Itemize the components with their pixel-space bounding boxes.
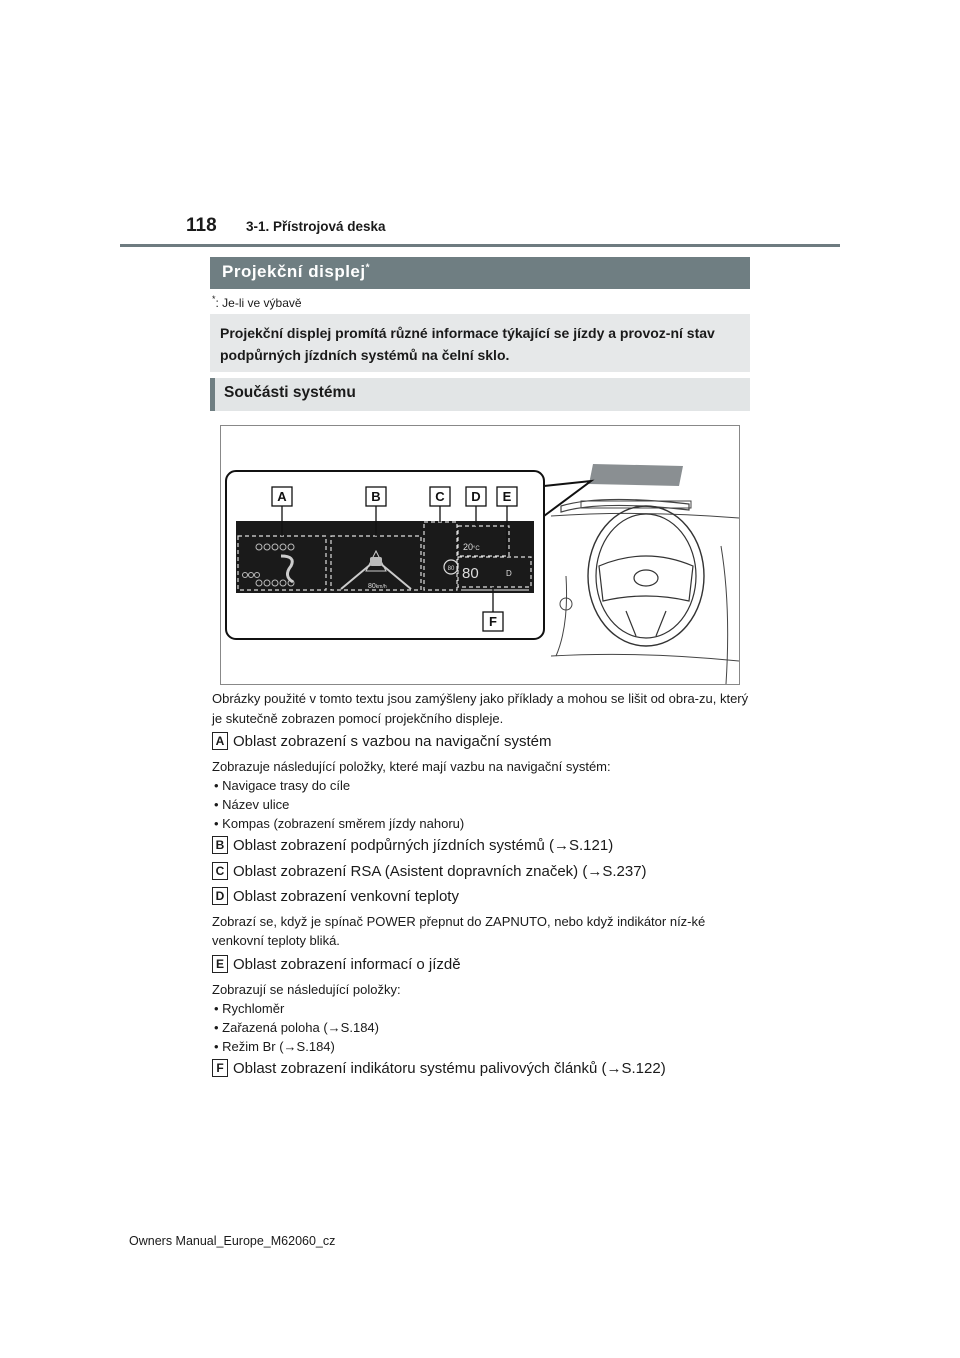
item-a (212, 732, 552, 750)
item-label-d: D (212, 887, 228, 905)
list-item: • Kompas (zobrazení směrem jízdy nahoru) (214, 816, 465, 831)
item-b (212, 836, 613, 854)
item-title-a: Oblast zobrazení s vazbou na navigační systém (233, 732, 552, 750)
fig-speed: 80 (462, 565, 479, 582)
item-label-e: E (212, 955, 228, 973)
svg-text:80km/h: 80km/h (368, 583, 387, 590)
chapter-title: 3-1. Přístrojová deska (246, 219, 386, 234)
footer-text: Owners Manual_Europe_M62060_cz (129, 1234, 336, 1248)
item-label-c: C (212, 862, 228, 880)
subsection-title-bar (210, 378, 750, 411)
item-label-b: B (212, 836, 228, 854)
intro-text: Projekční displej promítá různé informace týkající se jízdy a provoz-ní stav podpůrných jízdních systémů na čelní sklo. (220, 325, 715, 363)
footnote: *: Je-li ve výbavě (212, 294, 302, 310)
steering-wheel (588, 506, 704, 646)
bullet-list-e (214, 999, 379, 1056)
hud-illustration (221, 426, 739, 684)
fig-label-e: E (502, 489, 512, 504)
item-title-e: Oblast zobrazení informací o jízdě (233, 955, 461, 973)
fig-sign: 80 (447, 566, 455, 572)
item-title-f: Oblast zobrazení indikátoru systému palivových článků (→S.122) (233, 1059, 666, 1077)
list-item: • Název ulice (214, 797, 290, 812)
section-title-bar (210, 257, 750, 289)
list-item: • Rychloměr (214, 1001, 285, 1016)
list-item: • Režim Br (→S.184) (214, 1039, 335, 1054)
page-number: 118 (186, 215, 217, 236)
list-item: • Zařazená poloha (→S.184) (214, 1020, 379, 1035)
windshield-projection (589, 464, 683, 486)
fig-label-b: B (371, 489, 381, 504)
list-item: • Navigace trasy do cíle (214, 778, 351, 793)
fig-speed-small: 80 (368, 583, 376, 590)
item-title-b: Oblast zobrazení podpůrných jízdních systémů (→S.121) (233, 836, 614, 854)
subsection-title: Součásti systému (224, 384, 356, 401)
item-title-c: Oblast zobrazení RSA (Asistent dopravních značek) (→S.237) (233, 862, 647, 880)
item-c (212, 862, 647, 880)
item-label-f: F (212, 1059, 228, 1077)
item-d-desc: Zobrazí se, když je spínač POWER přepnut do ZAPNUTO, nebo když indikátor níz-ké venkovní teploty bliká. (212, 914, 706, 948)
header-rule (120, 244, 840, 247)
fig-label-f: F (489, 614, 497, 629)
svg-text:20°C: 20°C (463, 542, 480, 552)
fig-gear: D (506, 569, 512, 578)
item-e (212, 955, 461, 973)
bullet-list-a (214, 776, 464, 833)
figure-caption: Obrázky použité v tomto textu jsou zamýšleny jako příklady a mohou se lišit od obra-zu, který je skutečně zobrazen pomocí projekčního displeje. (212, 691, 749, 726)
item-title-d: Oblast zobrazení venkovní teploty (233, 887, 459, 905)
intro-box (210, 314, 750, 372)
item-e-desc: Zobrazují se následující položky: (212, 982, 401, 997)
fig-label-d: D (471, 489, 481, 504)
fig-temp: 20 (463, 542, 474, 552)
section-title: Projekční displej* (222, 262, 371, 281)
fig-label-c: C (435, 489, 445, 504)
item-d (212, 887, 459, 905)
item-f (212, 1059, 666, 1077)
item-label-a: A (212, 732, 228, 750)
fig-label-a: A (277, 489, 287, 504)
item-a-desc: Zobrazuje následující položky, které mají vazbu na navigační systém: (212, 759, 611, 774)
system-figure (220, 425, 740, 685)
